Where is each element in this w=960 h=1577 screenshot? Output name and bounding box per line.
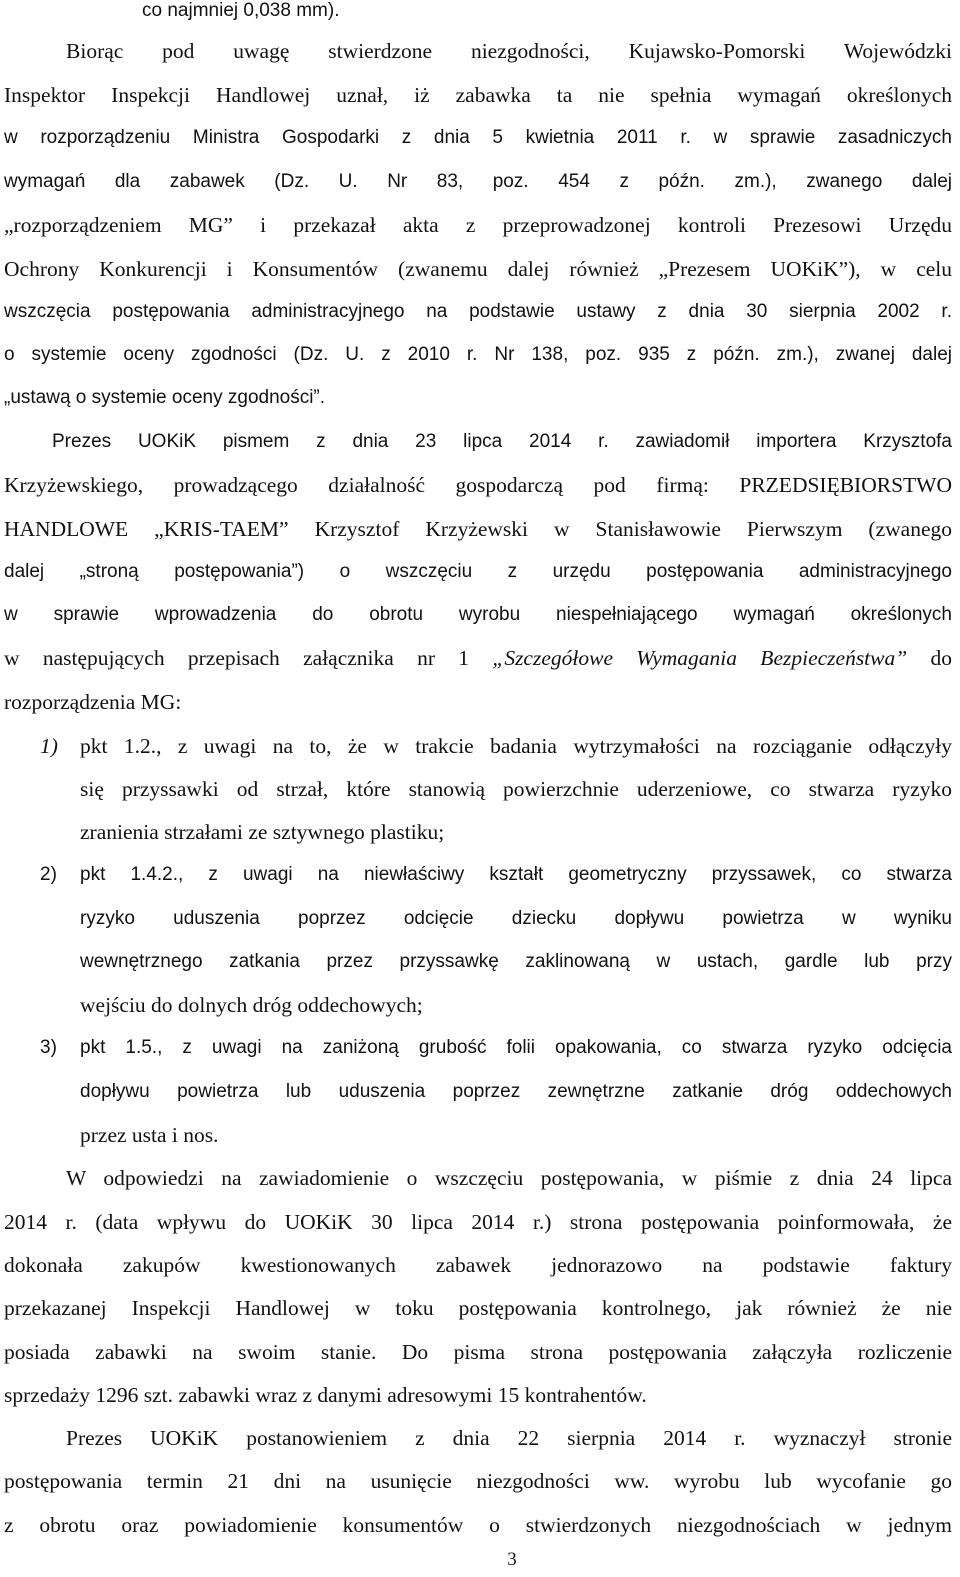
list-item-line: przez usta i nos. — [80, 1123, 219, 1147]
text-line: W odpowiedzi na zawiadomienie o wszczęciu postępowania, w piśmie z dnia 24 lipca — [66, 1166, 952, 1190]
list-marker: 2) — [40, 864, 57, 885]
text-line: Prezes UOKiK pismem z dnia 23 lipca 2014 r. zawiadomił importera Krzysztofa — [52, 431, 952, 452]
text-segment: w następujących przepisach załącznika nr 1 — [4, 646, 493, 670]
text-line: wymagań dla zabawek (Dz. U. Nr 83, poz. 454 z późn. zm.), zwanego dalej — [4, 171, 952, 192]
list-item-line: wewnętrznego zatkania przez przyssawkę zaklinowaną w ustach, gardle lub przy — [80, 951, 952, 972]
text-line: wszczęcia postępowania administracyjnego na podstawie ustawy z dnia 30 sierpnia 2002 r. — [4, 301, 952, 322]
text-line: rozporządzenia MG: — [4, 690, 182, 714]
text-line: o systemie oceny zgodności (Dz. U. z 2010 r. Nr 138, poz. 935 z późn. zm.), zwanej dalej — [4, 344, 952, 365]
text-line: z obrotu oraz powiadomienie konsumentów o stwierdzonych niezgodnościach w jednym — [4, 1513, 952, 1537]
list-item-line: pkt 1.2., z uwagi na to, że w trakcie badania wytrzymałości na rozciąganie odłączyły — [80, 734, 952, 758]
list-item-line: ryzyko uduszenia poprzez odcięcie dziecku dopływu powietrza w wyniku — [80, 908, 952, 929]
list-item-line: dopływu powietrza lub uduszenia poprzez zewnętrzne zatkanie dróg oddechowych — [80, 1081, 952, 1102]
list-marker: 1) — [40, 734, 58, 758]
text-line: Prezes UOKiK postanowieniem z dnia 22 sierpnia 2014 r. wyznaczył stronie — [66, 1426, 952, 1450]
list-item-line: pkt 1.4.2., z uwagi na niewłaściwy kształt geometryczny przyssawek, co stwarza — [80, 864, 952, 885]
list-item-line: wejściu do dolnych dróg oddechowych; — [80, 993, 423, 1017]
page-number-container — [0, 1546, 960, 1571]
text-line: postępowania termin 21 dni na usunięcie niezgodności ww. wyrobu lub wycofanie go — [4, 1469, 952, 1493]
list-item-line: pkt 1.5., z uwagi na zaniżoną grubość folii opakowania, co stwarza ryzyko odcięcia — [80, 1037, 952, 1058]
text-line: co najmniej 0,038 mm). — [142, 0, 340, 21]
text-line: przekazanej Inspekcji Handlowej w toku postępowania kontrolnego, jak również że nie — [4, 1296, 952, 1320]
text-line: sprzedaży 1296 szt. zabawki wraz z danymi adresowymi 15 kontrahentów. — [4, 1383, 647, 1407]
text-line: w rozporządzeniu Ministra Gospodarki z dnia 5 kwietnia 2011 r. w sprawie zasadniczych — [4, 127, 952, 148]
list-item-line: się przyssawki od strzał, które stanowią powierzchnie uderzeniowe, co stwarza ryzyko — [80, 777, 952, 801]
text-line: Biorąc pod uwagę stwierdzone niezgodności, Kujawsko-Pomorski Wojewódzki — [66, 39, 952, 63]
text-line: „rozporządzeniem MG” i przekazał akta z przeprowadzonej kontroli Prezesowi Urzędu — [4, 213, 952, 237]
text-line: dalej „stroną postępowania”) o wszczęciu z urzędu postępowania administracyjnego — [4, 561, 952, 582]
text-line: 2014 r. (data wpływu do UOKiK 30 lipca 2014 r.) strona postępowania poinformowała, że — [4, 1210, 952, 1234]
text-line: „ustawą o systemie oceny zgodności”. — [4, 387, 326, 408]
text-line: Ochrony Konkurencji i Konsumentów (zwanemu dalej również „Prezesem UOKiK”), w celu — [4, 257, 952, 281]
list-item-line: zranienia strzałami ze sztywnego plastiku; — [80, 820, 445, 844]
page-number: 3 — [507, 1549, 517, 1570]
italic-title: „Szczegółowe Wymagania Bezpieczeństwa” — [492, 646, 908, 670]
text-line: Inspektor Inspekcji Handlowej uznał, iż zabawka ta nie spełnia wymagań określonych — [4, 83, 952, 107]
text-line-with-italic — [4, 645, 952, 671]
text-line: Krzyżewskiego, prowadzącego działalność gospodarczą pod firmą: PRZEDSIĘBIORSTWO — [4, 473, 952, 497]
text-line: HANDLOWE „KRIS-TAEM” Krzysztof Krzyżewski w Stanisławowie Pierwszym (zwanego — [4, 517, 952, 541]
text-line: posiada zabawki na swoim stanie. Do pisma strona postępowania załączyła rozliczenie — [4, 1340, 952, 1364]
list-marker: 3) — [40, 1037, 57, 1058]
text-segment: do — [907, 646, 953, 670]
text-line: dokonała zakupów kwestionowanych zabawek jednorazowo na podstawie faktury — [4, 1253, 952, 1277]
text-line: w sprawie wprowadzenia do obrotu wyrobu niespełniającego wymagań określonych — [4, 604, 952, 625]
